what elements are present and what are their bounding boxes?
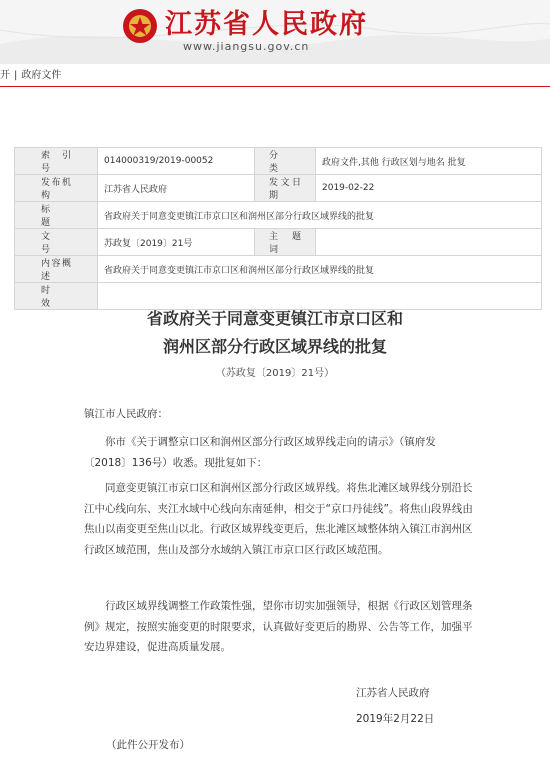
meta-key: 分 类 — [255, 148, 316, 175]
body-paragraph-1: 你市《关于调整京口区和润州区部分行政区域界线走向的请示》（镇府发〔2018〕136号）收悉。现批复如下： — [84, 436, 436, 469]
meta-value: 省政府关于同意变更镇江市京口区和润州区部分行政区域界线的批复 — [98, 256, 542, 283]
signature-organization: 江苏省人民政府 — [356, 687, 430, 699]
meta-key: 内容概述 — [15, 256, 98, 283]
meta-value — [316, 229, 542, 256]
meta-key: 文 号 — [15, 229, 98, 256]
meta-key: 标 题 — [15, 202, 98, 229]
meta-row-title — [15, 202, 542, 229]
meta-value: 政府文件,其他 行政区划与地名 批复 — [316, 148, 542, 175]
signature-date: 2019年2月22日 — [356, 713, 435, 725]
meta-key: 主 题 词 — [255, 229, 316, 256]
public-release-note: （此件公开发布） — [106, 739, 190, 751]
meta-value: 苏政复〔2019〕21号 — [98, 229, 255, 256]
meta-key: 时 效 — [15, 283, 98, 310]
meta-key: 索 引 号 — [15, 148, 98, 175]
body-paragraph-3: 行政区域界线调整工作政策性强，望你市切实加强领导，根据《行政区划管理条例》规定，按照实施变更的时限要求，认真做好变更后的勘界、公告等工作，加强平安边界建设，促进高质量发展。 — [84, 600, 473, 653]
document-title-line2: 润州区部分行政区域界线的批复 — [162, 337, 387, 356]
body-paragraph-2: 同意变更镇江市京口区和润州区部分行政区域界线。将焦北滩区域界线分别沿长江中心线向东、夹江水域中心线向东南延伸，相交于“京口丹徒线”。将焦山段界线由焦山以南变更至焦山以北。行政区域界线变更后，焦北滩区域整体纳入镇江市润州区行政区域范围，焦山及部分水域纳入镇江市京口区行政区域范围。 — [84, 482, 473, 556]
document-title-line1: 省政府关于同意变更镇江市京口区和 — [146, 309, 403, 328]
breadcrumb-separator: | — [14, 70, 18, 81]
meta-row-docno — [15, 229, 542, 256]
document-metadata-table — [14, 147, 542, 310]
meta-value: 014000319/2019-00052 — [98, 148, 255, 175]
site-header — [0, 0, 550, 64]
meta-key: 发文日期 — [255, 175, 316, 202]
meta-value: 江苏省人民政府 — [98, 175, 255, 202]
salutation: 镇江市人民政府： — [84, 408, 168, 420]
meta-row-publisher — [15, 175, 542, 202]
meta-row-summary — [15, 256, 542, 283]
meta-row-index — [15, 148, 542, 175]
meta-key: 发布机构 — [15, 175, 98, 202]
site-url[interactable]: www.jiangsu.gov.cn — [183, 40, 310, 53]
breadcrumb-item-home[interactable]: 开 — [0, 70, 10, 81]
document-number: （苏政复〔2019〕21号） — [215, 368, 335, 379]
meta-value: 2019-02-22 — [316, 175, 542, 202]
meta-value: 省政府关于同意变更镇江市京口区和润州区部分行政区域界线的批复 — [98, 202, 542, 229]
breadcrumb — [0, 66, 550, 87]
site-title[interactable]: 江苏省人民政府 — [165, 9, 368, 40]
breadcrumb-item-gov-docs[interactable]: 政府文件 — [21, 70, 62, 81]
emblem-icon — [120, 6, 160, 46]
